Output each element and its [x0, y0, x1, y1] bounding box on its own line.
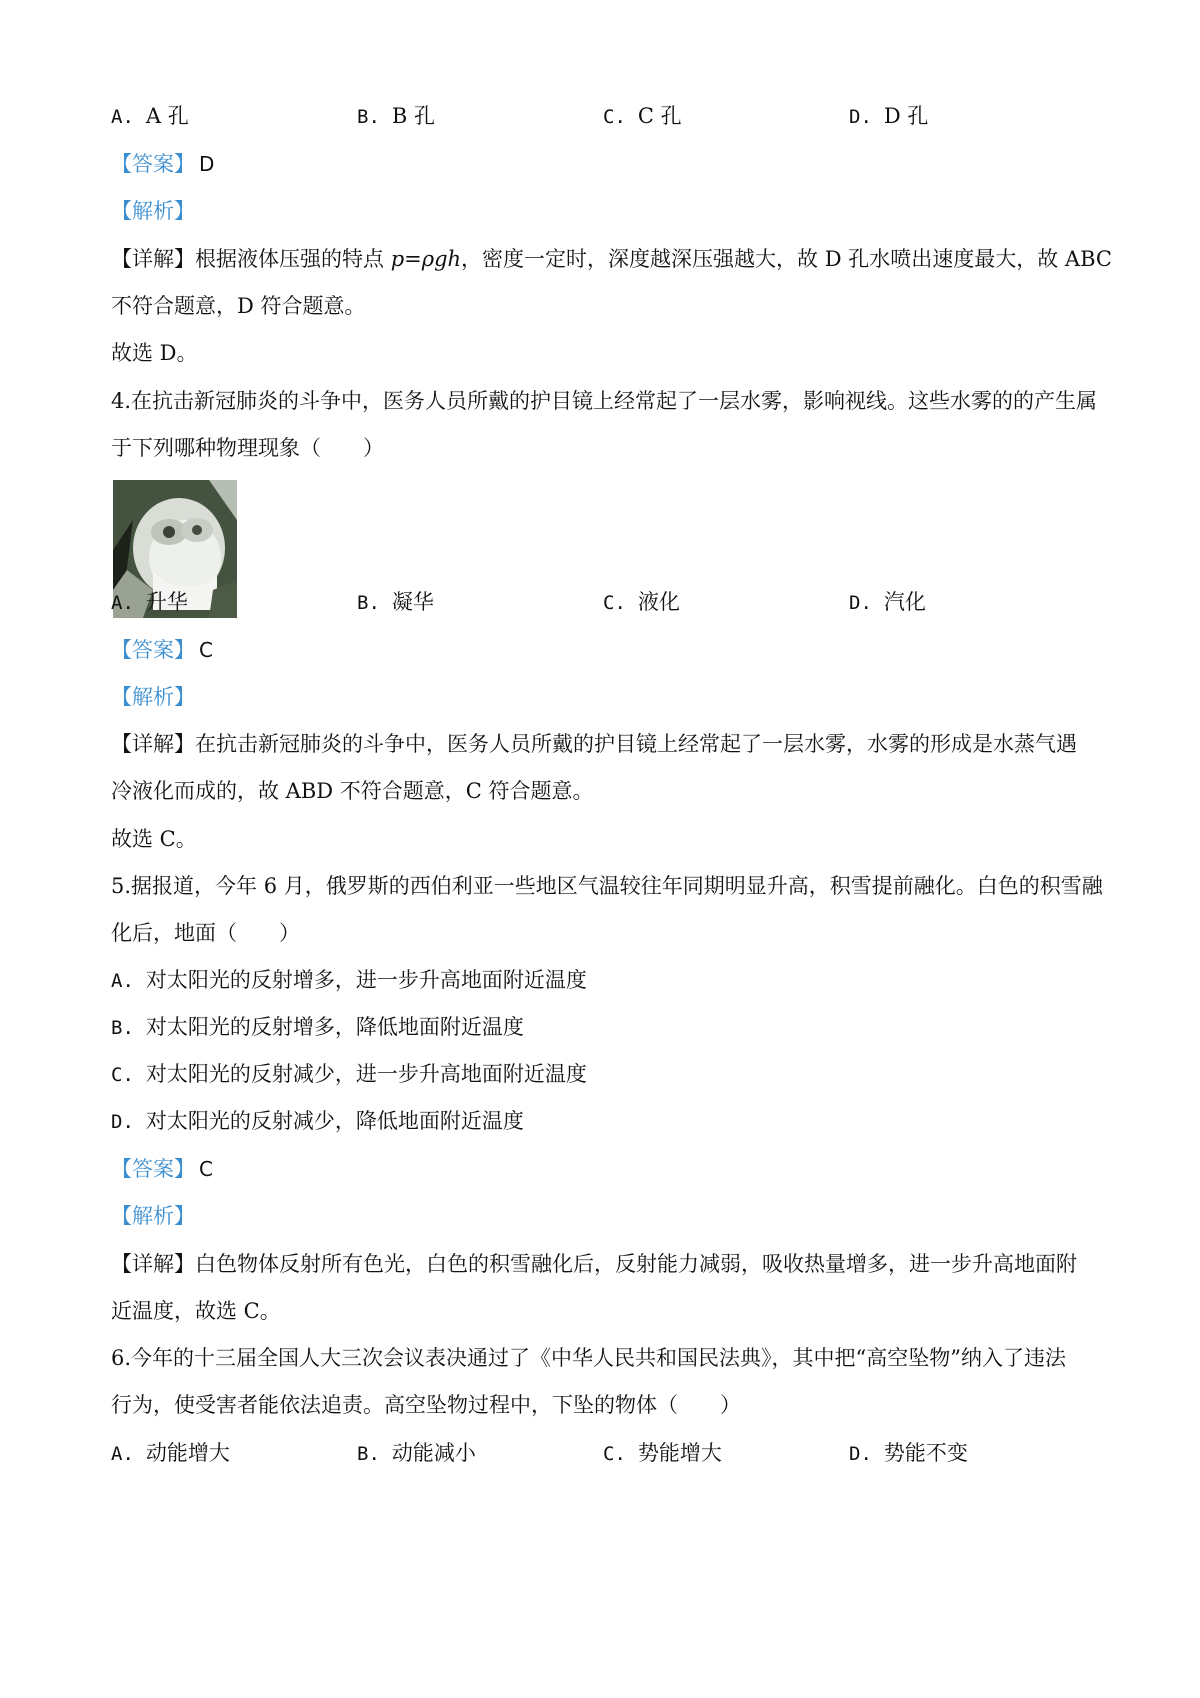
q6-option-c: C. 势能增大	[603, 1441, 722, 1465]
q4-stem-line1: 4.在抗击新冠肺炎的斗争中，医务人员所戴的护目镜上经常起了一层水雾，影响视线。这些水雾的的产生属	[111, 389, 1098, 413]
q4-option-a: A. 升华	[111, 590, 188, 614]
q4-conclusion: 故选 C。	[111, 827, 197, 851]
q5-analysis-heading: 【解析】	[111, 1204, 195, 1228]
q3-option-b: B. B 孔	[357, 104, 435, 128]
q3-conclusion: 故选 D。	[111, 341, 198, 365]
q6-option-a: A. 动能增大	[111, 1441, 230, 1465]
q5-option-d: D. 对太阳光的反射减少，降低地面附近温度	[111, 1109, 524, 1133]
q5-option-a: A. 对太阳光的反射增多，进一步升高地面附近温度	[111, 968, 587, 992]
q3-option-c: C. C 孔	[603, 104, 682, 128]
q5-detail-line2: 近温度，故选 C。	[111, 1299, 281, 1323]
q4-detail-line2: 冷液化而成的，故 ABD 不符合题意，C 符合题意。	[111, 779, 594, 803]
q4-option-c: C. 液化	[603, 590, 680, 614]
q6-option-d: D. 势能不变	[849, 1441, 968, 1465]
q6-stem-line2: 行为，使受害者能依法追责。高空坠物过程中，下坠的物体（ ）	[111, 1393, 741, 1417]
q4-option-d: D. 汽化	[849, 590, 926, 614]
q4-option-b: B. 凝华	[357, 590, 434, 614]
q5-option-b: B. 对太阳光的反射增多，降低地面附近温度	[111, 1015, 524, 1039]
q3-option-a: A. A 孔	[111, 104, 189, 128]
q3-analysis-heading: 【解析】	[111, 199, 195, 223]
q4-stem-line2: 于下列哪种物理现象（ ）	[111, 436, 384, 460]
q6-stem-line1: 6.今年的十三届全国人大三次会议表决通过了《中华人民共和国民法典》，其中把“高空坠物”纳入了违法	[111, 1346, 1067, 1370]
q5-stem-line1: 5.据报道，今年 6 月，俄罗斯的西伯利亚一些地区气温较往年同期明显升高，积雪提前融化。白色的积雪融	[111, 874, 1103, 898]
q4-answer: 【答案】 C	[111, 638, 213, 662]
q5-stem-line2: 化后，地面（ ）	[111, 921, 300, 945]
q5-detail-line1: 【详解】白色物体反射所有色光，白色的积雪融化后，反射能力减弱，吸收热量增多，进一步升高地面附	[111, 1252, 1077, 1276]
q5-answer: 【答案】 C	[111, 1157, 213, 1181]
q3-answer: 【答案】 D	[111, 152, 215, 176]
q3-detail-line1: 【详解】根据液体压强的特点 p=ρgh，密度一定时，深度越深压强越大，故 D 孔水喷出速度最大，故 ABC	[111, 247, 1112, 271]
q6-option-b: B. 动能减小	[357, 1441, 476, 1465]
q4-detail-line1: 【详解】在抗击新冠肺炎的斗争中，医务人员所戴的护目镜上经常起了一层水雾，水雾的形成是水蒸气遇	[111, 732, 1077, 756]
q3-detail-line2: 不符合题意，D 符合题意。	[111, 294, 366, 318]
q4-analysis-heading: 【解析】	[111, 685, 195, 709]
q3-option-d: D. D 孔	[849, 104, 929, 128]
q5-option-c: C. 对太阳光的反射减少，进一步升高地面附近温度	[111, 1062, 587, 1086]
